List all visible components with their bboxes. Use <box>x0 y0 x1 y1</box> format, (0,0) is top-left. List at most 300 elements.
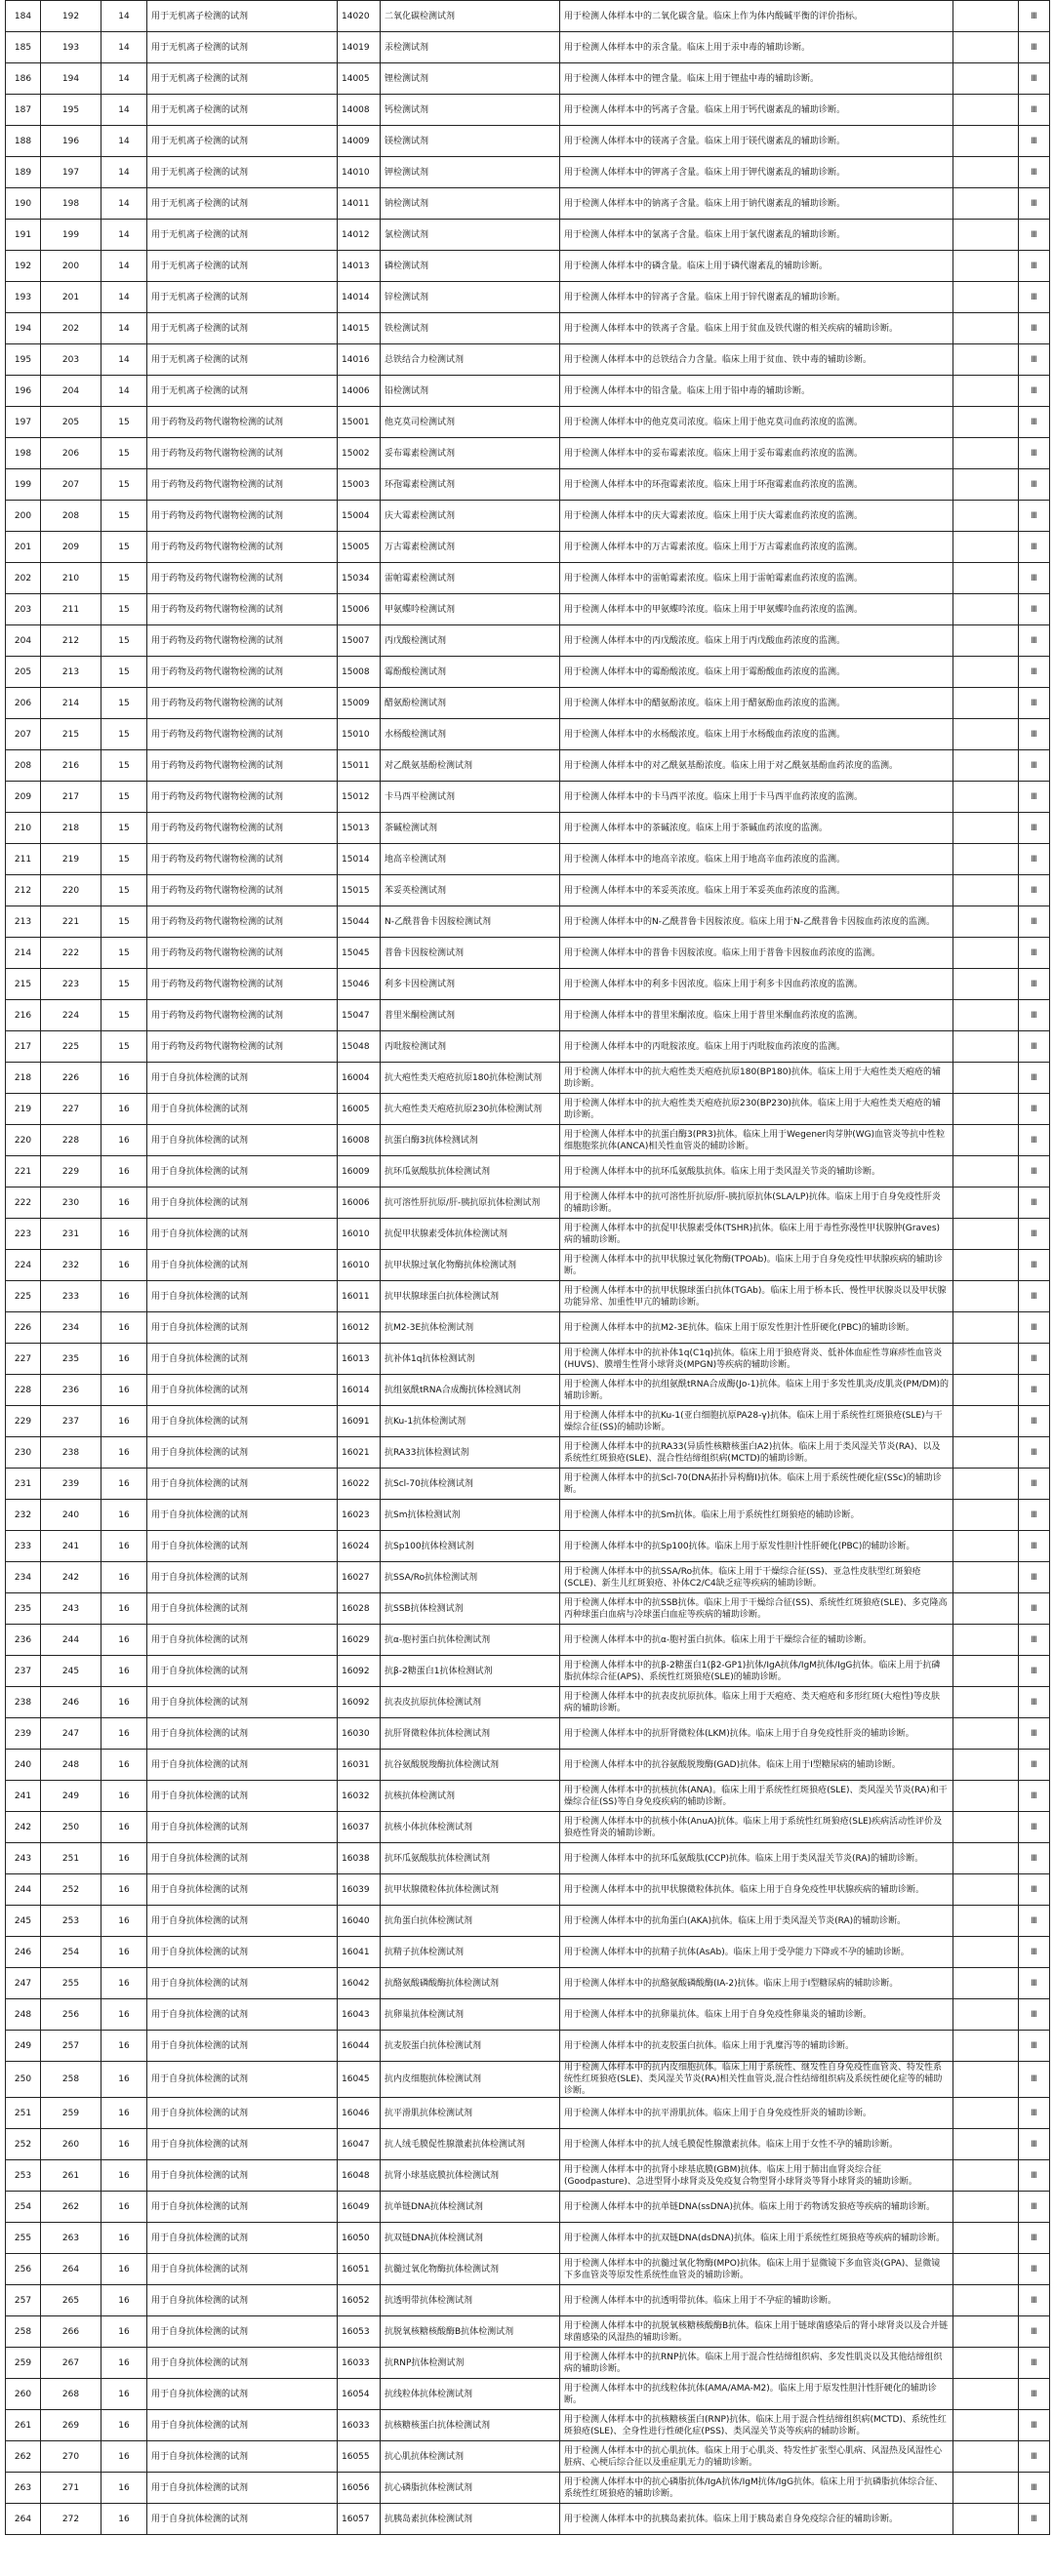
category-code-cell: 15 <box>101 782 147 813</box>
row-number-cell: 229 <box>41 1156 101 1187</box>
product-name-cell: 抗核糖核蛋白抗体检测试剂 <box>381 2410 560 2441</box>
product-name-cell: 抗甲状腺球蛋白抗体检测试剂 <box>381 1281 560 1312</box>
category-name-cell: 用于药物及药物代谢物检测的试剂 <box>147 438 338 469</box>
table-row <box>6 625 1050 657</box>
remarks-cell <box>953 1937 1019 1968</box>
row-sequence-cell: 250 <box>6 2062 41 2098</box>
row-number-cell: 225 <box>41 1031 101 1063</box>
intended-use-cell: 用于检测人体样本中的抗核小体(AnuA)抗体。临床上用于系统性红斑狼疮(SLE)疾病活动性评价及狼疮性肾炎的辅助诊断。 <box>560 1812 953 1843</box>
row-number-cell: 246 <box>41 1687 101 1718</box>
row-number-cell: 195 <box>41 95 101 126</box>
management-class-cell: Ⅲ <box>1019 2441 1050 2473</box>
row-sequence-cell: 245 <box>6 1906 41 1937</box>
management-class-cell: Ⅲ <box>1019 1031 1050 1063</box>
row-sequence-cell: 192 <box>6 251 41 282</box>
intended-use-cell: 用于检测人体样本中的妥布霉素浓度。临床上用于妥布霉素血药浓度的监测。 <box>560 438 953 469</box>
table-row <box>6 2504 1050 2535</box>
table-row <box>6 438 1050 469</box>
row-number-cell: 228 <box>41 1125 101 1156</box>
intended-use-cell: 用于检测人体样本中的钙离子含量。临床上用于钙代谢紊乱的辅助诊断。 <box>560 95 953 126</box>
remarks-cell <box>953 1562 1019 1593</box>
management-class-cell: Ⅲ <box>1019 2254 1050 2285</box>
category-code-cell: 16 <box>101 2062 147 2098</box>
management-class-cell: Ⅲ <box>1019 688 1050 719</box>
table-row <box>6 1000 1050 1031</box>
product-name-cell: 地高辛检测试剂 <box>381 844 560 875</box>
management-class-cell: Ⅲ <box>1019 1968 1050 1999</box>
row-number-cell: 218 <box>41 813 101 844</box>
row-number-cell: 215 <box>41 719 101 750</box>
row-sequence-cell: 199 <box>6 469 41 501</box>
category-code-cell: 16 <box>101 1406 147 1437</box>
product-code-cell: 14009 <box>338 126 381 157</box>
row-sequence-cell: 235 <box>6 1593 41 1625</box>
table-row <box>6 1562 1050 1593</box>
management-class-cell: Ⅲ <box>1019 1469 1050 1500</box>
row-number-cell: 236 <box>41 1375 101 1406</box>
category-name-cell: 用于自身抗体检测的试剂 <box>147 1937 338 1968</box>
product-code-cell: 14014 <box>338 282 381 313</box>
row-number-cell: 250 <box>41 1812 101 1843</box>
row-number-cell: 242 <box>41 1562 101 1593</box>
category-name-cell: 用于药物及药物代谢物检测的试剂 <box>147 875 338 906</box>
intended-use-cell: 用于检测人体样本中的抗环瓜氨酸肽抗体。临床上用于类风湿关节炎的辅助诊断。 <box>560 1156 953 1187</box>
category-code-cell: 16 <box>101 1687 147 1718</box>
management-class-cell: Ⅲ <box>1019 376 1050 407</box>
row-sequence-cell: 253 <box>6 2160 41 2192</box>
product-code-cell: 15005 <box>338 532 381 563</box>
intended-use-cell: 用于检测人体样本中的醋氨酚浓度。临床上用于醋氨酚血药浓度的监测。 <box>560 688 953 719</box>
category-code-cell: 16 <box>101 1187 147 1219</box>
product-name-cell: 抗Sp100抗体检测试剂 <box>381 1531 560 1562</box>
product-name-cell: 庆大霉素检测试剂 <box>381 501 560 532</box>
row-number-cell: 238 <box>41 1437 101 1469</box>
product-name-cell: 抗表皮抗原抗体检测试剂 <box>381 1687 560 1718</box>
row-sequence-cell: 246 <box>6 1937 41 1968</box>
row-sequence-cell: 234 <box>6 1562 41 1593</box>
product-code-cell: 16043 <box>338 1999 381 2031</box>
table-row <box>6 688 1050 719</box>
category-code-cell: 15 <box>101 688 147 719</box>
remarks-cell <box>953 2031 1019 2062</box>
row-number-cell: 261 <box>41 2160 101 2192</box>
intended-use-cell: 用于检测人体样本中的霉酚酸浓度。临床上用于霉酚酸血药浓度的监测。 <box>560 657 953 688</box>
remarks-cell <box>953 95 1019 126</box>
product-code-cell: 15002 <box>338 438 381 469</box>
row-sequence-cell: 239 <box>6 1718 41 1750</box>
category-name-cell: 用于自身抗体检测的试剂 <box>147 1063 338 1094</box>
table-row <box>6 719 1050 750</box>
product-code-cell: 16030 <box>338 1718 381 1750</box>
intended-use-cell: 用于检测人体样本中的抗补体1q(C1q)抗体。临床上用于狼疮肾炎、低补体血症性荨麻疹性血管炎(HUVS)、膜增生性肾小球肾炎(MPGN)等疾病的辅助诊断。 <box>560 1344 953 1375</box>
row-sequence-cell: 257 <box>6 2285 41 2316</box>
intended-use-cell: 用于检测人体样本中的抗酪氨酸磷酸酶(IA-2)抗体。临床上用于Ⅰ型糖尿病的辅助诊断。 <box>560 1968 953 1999</box>
product-name-cell: 抗环瓜氨酸肽抗体检测试剂 <box>381 1843 560 1874</box>
row-sequence-cell: 186 <box>6 63 41 95</box>
product-name-cell: 普里米酮检测试剂 <box>381 1000 560 1031</box>
category-name-cell: 用于自身抗体检测的试剂 <box>147 1874 338 1906</box>
row-number-cell: 249 <box>41 1781 101 1812</box>
intended-use-cell: 用于检测人体样本中的氯离子含量。临床上用于氯代谢紊乱的辅助诊断。 <box>560 220 953 251</box>
intended-use-cell: 用于检测人体样本中的抗单链DNA(ssDNA)抗体。临床上用于药物诱发狼疮等疾病的辅助诊断。 <box>560 2192 953 2223</box>
management-class-cell: Ⅲ <box>1019 532 1050 563</box>
product-name-cell: 抗肾小球基底膜抗体检测试剂 <box>381 2160 560 2192</box>
remarks-cell <box>953 2098 1019 2129</box>
row-number-cell: 223 <box>41 969 101 1000</box>
management-class-cell: Ⅲ <box>1019 1375 1050 1406</box>
table-row <box>6 1250 1050 1281</box>
table-row <box>6 2473 1050 2504</box>
product-name-cell: 抗甲状腺微粒体抗体检测试剂 <box>381 1874 560 1906</box>
management-class-cell: Ⅲ <box>1019 1874 1050 1906</box>
row-sequence-cell: 236 <box>6 1625 41 1656</box>
row-number-cell: 214 <box>41 688 101 719</box>
row-sequence-cell: 215 <box>6 969 41 1000</box>
row-sequence-cell: 261 <box>6 2410 41 2441</box>
management-class-cell: Ⅲ <box>1019 1937 1050 1968</box>
remarks-cell <box>953 1219 1019 1250</box>
remarks-cell <box>953 2223 1019 2254</box>
product-code-cell: 16021 <box>338 1437 381 1469</box>
product-name-cell: 抗大疱性类天疱疮抗原180抗体检测试剂 <box>381 1063 560 1094</box>
category-name-cell: 用于自身抗体检测的试剂 <box>147 1750 338 1781</box>
category-name-cell: 用于自身抗体检测的试剂 <box>147 2129 338 2160</box>
table-row <box>6 188 1050 220</box>
intended-use-cell: 用于检测人体样本中的环孢霉素浓度。临床上用于环孢霉素血药浓度的监测。 <box>560 469 953 501</box>
intended-use-cell: 用于检测人体样本中的抗甲状腺过氧化物酶(TPOAb)。临床上用于自身免疫性甲状腺疾病的辅助诊断。 <box>560 1250 953 1281</box>
intended-use-cell: 用于检测人体样本中的N-乙酰普鲁卡因胺浓度。临床上用于N-乙酰普鲁卡因胺血药浓度的监测。 <box>560 906 953 938</box>
row-number-cell: 272 <box>41 2504 101 2535</box>
category-name-cell: 用于自身抗体检测的试剂 <box>147 1843 338 1874</box>
row-number-cell: 216 <box>41 750 101 782</box>
management-class-cell: Ⅲ <box>1019 63 1050 95</box>
row-sequence-cell: 185 <box>6 32 41 63</box>
intended-use-cell: 用于检测人体样本中的他克莫司浓度。临床上用于他克莫司血药浓度的监测。 <box>560 407 953 438</box>
product-code-cell: 16011 <box>338 1281 381 1312</box>
product-code-cell: 16092 <box>338 1687 381 1718</box>
remarks-cell <box>953 2348 1019 2379</box>
intended-use-cell: 用于检测人体样本中的抗角蛋白(AKA)抗体。临床上用于类风湿关节炎(RA)的辅助诊断。 <box>560 1906 953 1937</box>
intended-use-cell: 用于检测人体样本中的镁离子含量。临床上用于镁代谢紊乱的辅助诊断。 <box>560 126 953 157</box>
category-name-cell: 用于药物及药物代谢物检测的试剂 <box>147 688 338 719</box>
management-class-cell: Ⅲ <box>1019 1781 1050 1812</box>
product-code-cell: 16010 <box>338 1219 381 1250</box>
row-number-cell: 237 <box>41 1406 101 1437</box>
row-sequence-cell: 219 <box>6 1094 41 1125</box>
category-name-cell: 用于自身抗体检测的试剂 <box>147 2192 338 2223</box>
category-code-cell: 16 <box>101 1812 147 1843</box>
product-name-cell: 磷检测试剂 <box>381 251 560 282</box>
category-code-cell: 14 <box>101 126 147 157</box>
management-class-cell: Ⅲ <box>1019 220 1050 251</box>
remarks-cell <box>953 1344 1019 1375</box>
row-sequence-cell: 203 <box>6 594 41 625</box>
product-name-cell: N-乙酰普鲁卡因胺检测试剂 <box>381 906 560 938</box>
management-class-cell: Ⅲ <box>1019 1906 1050 1937</box>
management-class-cell: Ⅲ <box>1019 2348 1050 2379</box>
intended-use-cell: 用于检测人体样本中的汞含量。临床上用于汞中毒的辅助诊断。 <box>560 32 953 63</box>
category-code-cell: 16 <box>101 2160 147 2192</box>
category-name-cell: 用于自身抗体检测的试剂 <box>147 1781 338 1812</box>
row-number-cell: 231 <box>41 1219 101 1250</box>
row-sequence-cell: 188 <box>6 126 41 157</box>
product-code-cell: 16009 <box>338 1156 381 1187</box>
product-code-cell: 15008 <box>338 657 381 688</box>
remarks-cell <box>953 563 1019 594</box>
product-name-cell: 抗可溶性肝抗原/肝-胰抗原抗体检测试剂 <box>381 1187 560 1219</box>
row-number-cell: 235 <box>41 1344 101 1375</box>
product-name-cell: 抗卵巢抗体检测试剂 <box>381 1999 560 2031</box>
product-name-cell: 锂检测试剂 <box>381 63 560 95</box>
row-sequence-cell: 189 <box>6 157 41 188</box>
table-row <box>6 2379 1050 2410</box>
category-code-cell: 14 <box>101 95 147 126</box>
table-row <box>6 1031 1050 1063</box>
table-row <box>6 813 1050 844</box>
product-code-cell: 15011 <box>338 750 381 782</box>
table-row <box>6 657 1050 688</box>
row-number-cell: 212 <box>41 625 101 657</box>
remarks-cell <box>953 906 1019 938</box>
category-name-cell: 用于自身抗体检测的试剂 <box>147 1094 338 1125</box>
category-name-cell: 用于无机离子检测的试剂 <box>147 188 338 220</box>
intended-use-cell: 用于检测人体样本中的抗α-胞衬蛋白抗体。临床上用于干燥综合征的辅助诊断。 <box>560 1625 953 1656</box>
row-sequence-cell: 197 <box>6 407 41 438</box>
table-row <box>6 844 1050 875</box>
management-class-cell: Ⅲ <box>1019 1999 1050 2031</box>
row-sequence-cell: 233 <box>6 1531 41 1562</box>
intended-use-cell: 用于检测人体样本中的抗Sm抗体。临床上用于系统性红斑狼疮的辅助诊断。 <box>560 1500 953 1531</box>
product-name-cell: 抗Scl-70抗体检测试剂 <box>381 1469 560 1500</box>
category-name-cell: 用于药物及药物代谢物检测的试剂 <box>147 563 338 594</box>
management-class-cell: Ⅲ <box>1019 2098 1050 2129</box>
intended-use-cell: 用于检测人体样本中的抗可溶性肝抗原/肝-胰抗原抗体(SLA/LP)抗体。临床上用于自身免疫性肝炎的辅助诊断。 <box>560 1187 953 1219</box>
row-sequence-cell: 196 <box>6 376 41 407</box>
row-number-cell: 194 <box>41 63 101 95</box>
table-row <box>6 2192 1050 2223</box>
row-number-cell: 241 <box>41 1531 101 1562</box>
category-name-cell: 用于自身抗体检测的试剂 <box>147 1531 338 1562</box>
table-row <box>6 2098 1050 2129</box>
intended-use-cell: 用于检测人体样本中的抗促甲状腺素受体(TSHR)抗体。临床上用于毒性弥漫性甲状腺肿(Graves)病的辅助诊断。 <box>560 1219 953 1250</box>
table-row <box>6 220 1050 251</box>
table-row <box>6 1593 1050 1625</box>
product-code-cell: 14005 <box>338 63 381 95</box>
remarks-cell <box>953 1843 1019 1874</box>
remarks-cell <box>953 657 1019 688</box>
row-sequence-cell: 251 <box>6 2098 41 2129</box>
product-code-cell: 16005 <box>338 1094 381 1125</box>
table-row <box>6 2129 1050 2160</box>
management-class-cell: Ⅲ <box>1019 1063 1050 1094</box>
category-code-cell: 15 <box>101 625 147 657</box>
product-name-cell: 锌检测试剂 <box>381 282 560 313</box>
row-sequence-cell: 220 <box>6 1125 41 1156</box>
category-name-cell: 用于自身抗体检测的试剂 <box>147 1625 338 1656</box>
management-class-cell: Ⅲ <box>1019 2316 1050 2348</box>
product-code-cell: 15010 <box>338 719 381 750</box>
category-name-cell: 用于药物及药物代谢物检测的试剂 <box>147 1031 338 1063</box>
row-number-cell: 263 <box>41 2223 101 2254</box>
product-name-cell: 万古霉素检测试剂 <box>381 532 560 563</box>
intended-use-cell: 用于检测人体样本中的庆大霉素浓度。临床上用于庆大霉素血药浓度的监测。 <box>560 501 953 532</box>
remarks-cell <box>953 969 1019 1000</box>
intended-use-cell: 用于检测人体样本中的抗麦胶蛋白抗体。临床上用于乳糜泻等的辅助诊断。 <box>560 2031 953 2062</box>
row-number-cell: 199 <box>41 220 101 251</box>
remarks-cell <box>953 875 1019 906</box>
table-row <box>6 407 1050 438</box>
category-name-cell: 用于自身抗体检测的试剂 <box>147 2348 338 2379</box>
row-number-cell: 259 <box>41 2098 101 2129</box>
intended-use-cell: 用于检测人体样本中的甲氨蝶呤浓度。临床上用于甲氨蝶呤血药浓度的监测。 <box>560 594 953 625</box>
category-code-cell: 15 <box>101 563 147 594</box>
product-code-cell: 16041 <box>338 1937 381 1968</box>
remarks-cell <box>953 1874 1019 1906</box>
category-name-cell: 用于自身抗体检测的试剂 <box>147 1469 338 1500</box>
category-code-cell: 16 <box>101 1156 147 1187</box>
management-class-cell: Ⅲ <box>1019 594 1050 625</box>
management-class-cell: Ⅲ <box>1019 32 1050 63</box>
product-code-cell: 16040 <box>338 1906 381 1937</box>
table-row <box>6 1437 1050 1469</box>
table-row <box>6 1219 1050 1250</box>
category-code-cell: 16 <box>101 1593 147 1625</box>
category-code-cell: 16 <box>101 1375 147 1406</box>
table-row <box>6 2441 1050 2473</box>
intended-use-cell: 用于检测人体样本中的普鲁卡因胺浓度。临床上用于普鲁卡因胺血药浓度的监测。 <box>560 938 953 969</box>
row-sequence-cell: 222 <box>6 1187 41 1219</box>
category-code-cell: 16 <box>101 2223 147 2254</box>
remarks-cell <box>953 2504 1019 2535</box>
intended-use-cell: 用于检测人体样本中的对乙酰氨基酚浓度。临床上用于对乙酰氨基酚血药浓度的监测。 <box>560 750 953 782</box>
remarks-cell <box>953 251 1019 282</box>
management-class-cell: Ⅲ <box>1019 1250 1050 1281</box>
row-sequence-cell: 260 <box>6 2379 41 2410</box>
row-sequence-cell: 193 <box>6 282 41 313</box>
row-number-cell: 222 <box>41 938 101 969</box>
remarks-cell <box>953 782 1019 813</box>
product-code-cell: 16092 <box>338 1656 381 1687</box>
category-name-cell: 用于药物及药物代谢物检测的试剂 <box>147 844 338 875</box>
product-name-cell: 钙检测试剂 <box>381 95 560 126</box>
product-name-cell: 抗谷氨酸脱羧酶抗体检测试剂 <box>381 1750 560 1781</box>
category-code-cell: 15 <box>101 407 147 438</box>
intended-use-cell: 用于检测人体样本中的磷含量。临床上用于磷代谢紊乱的辅助诊断。 <box>560 251 953 282</box>
row-number-cell: 211 <box>41 594 101 625</box>
category-name-cell: 用于无机离子检测的试剂 <box>147 95 338 126</box>
product-name-cell: 铁检测试剂 <box>381 313 560 344</box>
category-name-cell: 用于自身抗体检测的试剂 <box>147 2316 338 2348</box>
product-code-cell: 16014 <box>338 1375 381 1406</box>
category-name-cell: 用于自身抗体检测的试剂 <box>147 1187 338 1219</box>
reagent-catalog-table <box>5 0 1050 2535</box>
product-code-cell: 15003 <box>338 469 381 501</box>
row-number-cell: 270 <box>41 2441 101 2473</box>
table-row <box>6 313 1050 344</box>
row-number-cell: 196 <box>41 126 101 157</box>
row-number-cell: 197 <box>41 157 101 188</box>
row-number-cell: 253 <box>41 1906 101 1937</box>
product-code-cell: 14019 <box>338 32 381 63</box>
intended-use-cell: 用于检测人体样本中的抗甲状腺微粒体抗体。临床上用于自身免疫性甲状腺疾病的辅助诊断。 <box>560 1874 953 1906</box>
row-sequence-cell: 218 <box>6 1063 41 1094</box>
remarks-cell <box>953 1656 1019 1687</box>
management-class-cell: Ⅲ <box>1019 875 1050 906</box>
row-sequence-cell: 237 <box>6 1656 41 1687</box>
intended-use-cell: 用于检测人体样本中的抗肝肾微粒体(LKM)抗体。临床上用于自身免疫性肝炎的辅助诊断。 <box>560 1718 953 1750</box>
row-sequence-cell: 211 <box>6 844 41 875</box>
product-name-cell: 抗脱氧核糖核酸酶B抗体检测试剂 <box>381 2316 560 2348</box>
category-code-cell: 15 <box>101 938 147 969</box>
remarks-cell <box>953 1968 1019 1999</box>
category-code-cell: 16 <box>101 2348 147 2379</box>
product-code-cell: 16049 <box>338 2192 381 2223</box>
remarks-cell <box>953 1000 1019 1031</box>
row-number-cell: 265 <box>41 2285 101 2316</box>
row-number-cell: 254 <box>41 1937 101 1968</box>
product-name-cell: 妥布霉素检测试剂 <box>381 438 560 469</box>
remarks-cell <box>953 1906 1019 1937</box>
row-number-cell: 240 <box>41 1500 101 1531</box>
product-name-cell: 抗线粒体抗体检测试剂 <box>381 2379 560 2410</box>
category-code-cell: 16 <box>101 1094 147 1125</box>
table-row <box>6 2160 1050 2192</box>
product-name-cell: 抗α-胞衬蛋白抗体检测试剂 <box>381 1625 560 1656</box>
product-code-cell: 16039 <box>338 1874 381 1906</box>
product-name-cell: 抗促甲状腺素受体抗体检测试剂 <box>381 1219 560 1250</box>
category-code-cell: 15 <box>101 469 147 501</box>
table-row <box>6 2285 1050 2316</box>
management-class-cell: Ⅲ <box>1019 625 1050 657</box>
table-row <box>6 2031 1050 2062</box>
category-code-cell: 16 <box>101 1937 147 1968</box>
remarks-cell <box>953 2441 1019 2473</box>
row-number-cell: 251 <box>41 1843 101 1874</box>
remarks-cell <box>953 1375 1019 1406</box>
product-code-cell: 16057 <box>338 2504 381 2535</box>
product-name-cell: 抗精子抗体检测试剂 <box>381 1937 560 1968</box>
intended-use-cell: 用于检测人体样本中的抗SSB抗体。临床上用于干燥综合征(SS)、系统性红斑狼疮(SLE)、多克隆高丙种球蛋白血病与冷球蛋白血症等疾病的辅助诊断。 <box>560 1593 953 1625</box>
table-row <box>6 1906 1050 1937</box>
table-row <box>6 1094 1050 1125</box>
management-class-cell: Ⅲ <box>1019 969 1050 1000</box>
table-row <box>6 1999 1050 2031</box>
product-name-cell: 抗甲状腺过氧化物酶抗体检测试剂 <box>381 1250 560 1281</box>
intended-use-cell: 用于检测人体样本中的丙戊酸浓度。临床上用于丙戊酸血药浓度的监测。 <box>560 625 953 657</box>
management-class-cell: Ⅲ <box>1019 344 1050 376</box>
category-name-cell: 用于自身抗体检测的试剂 <box>147 1500 338 1531</box>
product-code-cell: 15001 <box>338 407 381 438</box>
remarks-cell <box>953 594 1019 625</box>
product-name-cell: 镁检测试剂 <box>381 126 560 157</box>
category-code-cell: 15 <box>101 657 147 688</box>
intended-use-cell: 用于检测人体样本中的抗心肌抗体。临床上用于心肌炎、特发性扩张型心肌病、风湿热及风湿性心脏病、心梗后综合征以及重症肌无力的辅助诊断。 <box>560 2441 953 2473</box>
remarks-cell <box>953 938 1019 969</box>
table-row <box>6 563 1050 594</box>
row-sequence-cell: 208 <box>6 750 41 782</box>
row-sequence-cell: 259 <box>6 2348 41 2379</box>
category-code-cell: 16 <box>101 2254 147 2285</box>
category-code-cell: 16 <box>101 2441 147 2473</box>
row-number-cell: 247 <box>41 1718 101 1750</box>
document-page <box>5 0 1049 2535</box>
table-row <box>6 750 1050 782</box>
product-name-cell: 对乙酰氨基酚检测试剂 <box>381 750 560 782</box>
remarks-cell <box>953 2062 1019 2098</box>
category-code-cell: 15 <box>101 969 147 1000</box>
category-code-cell: 16 <box>101 1250 147 1281</box>
product-name-cell: 抗大疱性类天疱疮抗原230抗体检测试剂 <box>381 1094 560 1125</box>
